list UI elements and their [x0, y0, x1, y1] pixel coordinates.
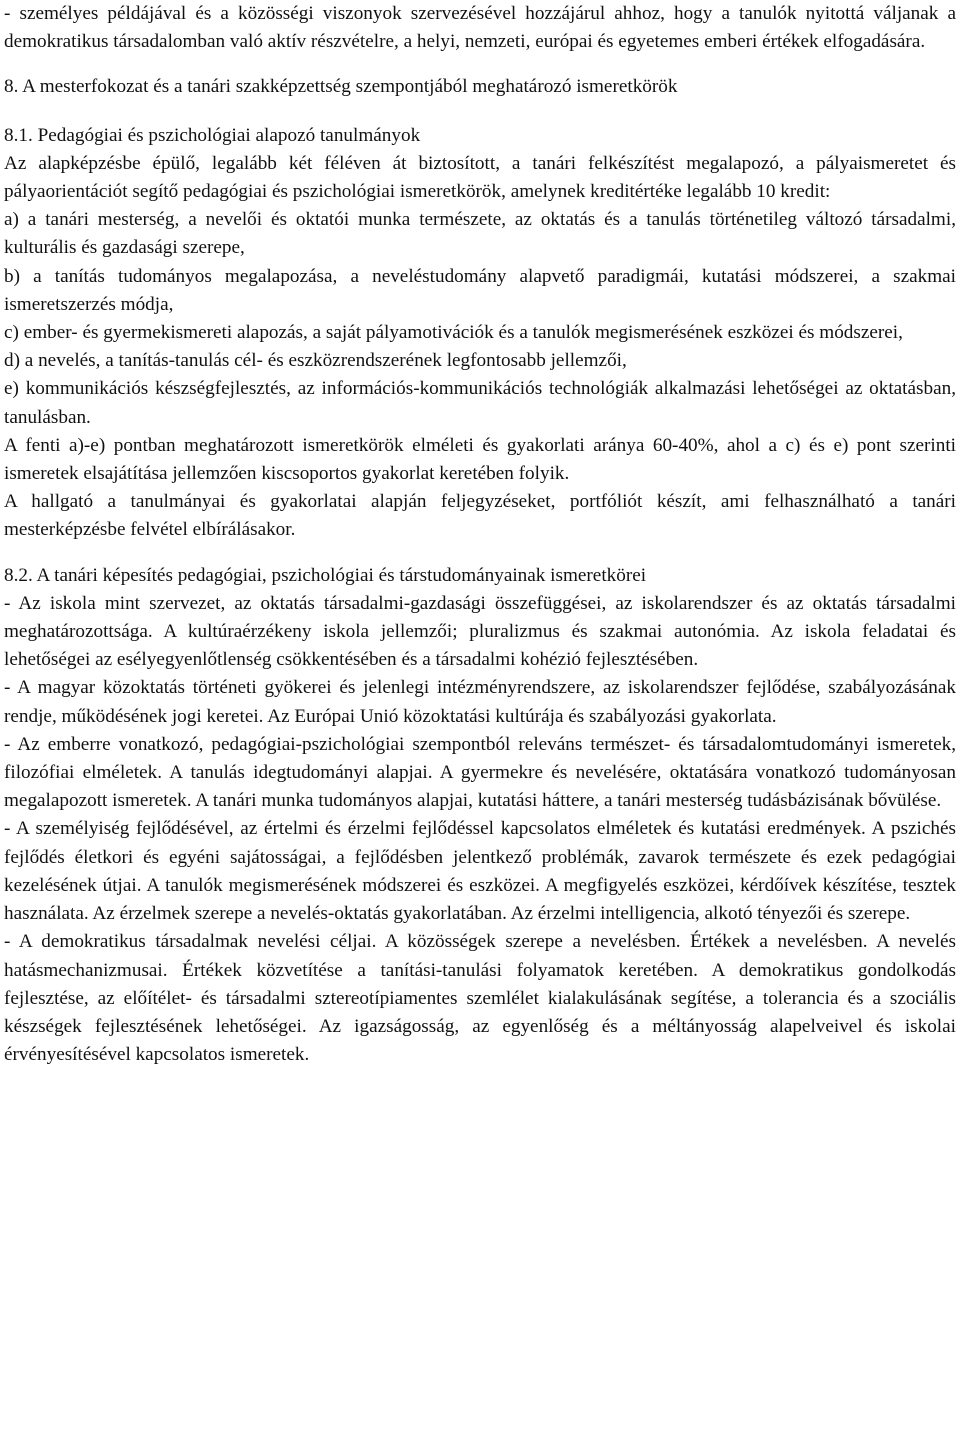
section-8-heading: 8. A mesterfokozat és a tanári szakképzettség szempontjából meghatározó ismeretkörök	[4, 76, 678, 98]
section-8-1-intro: Az alapképzésbe épülő, legalább két féléven át biztosított, a tanári felkészítést megalapozó, a pályaismeretet és pályaorientációt segítő pedagógiai és pszichológiai ismeretkörök, amelynek kreditértéke legalább 10 kredit:	[4, 152, 956, 203]
intro-paragraph: - személyes példájával és a közösségi viszonyok szervezésével hozzájárul ahhoz, hogy a tanulók nyitottá váljanak a demokratikus társadalomban való aktív részvételre, a helyi, nemzeti, európai és egyetemes emberi értékek elfogadására.	[4, 3, 956, 53]
spacer	[4, 56, 956, 73]
section-8-2-item: - Az emberre vonatkozó, pedagógiai-pszichológiai szempontból releváns természet- és társadalomtudományi ismeretek, filozófiai elméletek. A tanulás idegtudományi alapjai. A gyermekre és nevelésére, oktatására vonatkozó tudományosan megalapozott ismeretek. A tanári munka tudományos alapjai, kutatási háttere, a tanári mesterség tudásbázisának bővülése.	[4, 733, 956, 812]
section-8-2-item: - A személyiség fejlődésével, az értelmi és érzelmi fejlődéssel kapcsolatos elméletek és kutatási eredmények. A pszichés fejlődés életkori és egyéni sajátosságai, a fejlődésben jelentkező problémák, zavarok természete és ezek pedagógiai kezelésének útjai. A tanulók megismerésének módszerei és eszközei. A megfigyelés eszközei, kérdőívek készítése, tesztek használata. Az érzelmek szerepe a nevelés-oktatás gyakorlatában. Az érzelmi intelligencia, alkotó tényezői és szerepe.	[4, 818, 956, 925]
document-page	[4, 0, 956, 1069]
list-item-c: c) ember- és gyermekismereti alapozás, a saját pályamotivációk és a tanulók megismerésének eszközei és módszerei,	[4, 322, 903, 344]
spacer	[4, 545, 956, 562]
list-item-b: b) a tanítás tudományos megalapozása, a neveléstudomány alapvető paradigmái, kutatási módszerei, a szakmai ismeretszerzés módja,	[4, 265, 956, 315]
ratio-paragraph: A fenti a)-e) pontban meghatározott ismeretkörök elméleti és gyakorlati aránya 60-40%, ahol a c) és e) pont szerinti ismeretek elsajátítása jellemzően kiscsoportos gyakorlat keretében folyik.	[4, 434, 956, 485]
section-8-2-item: - A demokratikus társadalmak nevelési céljai. A közösségek szerepe a nevelésben. Értékek a nevelésben. A nevelés hatásmechanizmusai. Értékek közvetítése a tanítási-tanulási folyamatok keretében. A demokratikus gondolkodás fejlesztése, az előítélet- és társadalmi sztereotípiamentes szemlélet kialakulásának segítése, a tolerancia és a szociális készségek fejlesztésének lehetőségei. Az igazságosság, az egyenlőség és a méltányosság alapelveivel és iskolai érvényesítésével kapcsolatos ismeretek.	[4, 931, 956, 1066]
list-item-a: a) a tanári mesterség, a nevelői és oktatói munka természete, az oktatás és a tanulás történetileg változó társadalmi, kulturális és gazdasági szerepe,	[4, 209, 956, 259]
portfolio-paragraph: A hallgató a tanulmányai és gyakorlatai alapján feljegyzéseket, portfóliót készít, ami felhasználható a tanári mesterképzésbe felvétel elbírálásakor.	[4, 491, 956, 541]
list-item-e: e) kommunikációs készségfejlesztés, az információs-kommunikációs technológiák alkalmazási lehetőségei az oktatásban, tanulásban.	[4, 378, 956, 428]
list-item-d: d) a nevelés, a tanítás-tanulás cél- és eszközrendszerének legfontosabb jellemzői,	[4, 350, 627, 372]
section-8-1-heading: 8.1. Pedagógiai és pszichológiai alapozó tanulmányok	[4, 124, 421, 146]
spacer	[4, 102, 956, 122]
section-8-2-item: - Az iskola mint szervezet, az oktatás társadalmi-gazdasági összefüggései, az iskolarendszer és az oktatás társadalmi meghatározottsága. A kultúraérzékeny iskola jellemzői; pluralizmus és szakmai autonómia. Az iskola feladatai és lehetőségei az esélyegyenlőtlenség csökkentésében és a társadalmi kohézió fejlesztésében.	[4, 592, 956, 671]
section-8-2-item: - A magyar közoktatás történeti gyökerei és jelenlegi intézményrendszere, az iskolarendszer fejlődése, szabályozásának rendje, működésének jogi keretei. Az Európai Unió közoktatási kultúrája és szabályozási gyakorlata.	[4, 677, 956, 727]
section-8-2-heading: 8.2. A tanári képesítés pedagógiai, pszichológiai és társtudományainak ismeretkörei	[4, 564, 647, 586]
